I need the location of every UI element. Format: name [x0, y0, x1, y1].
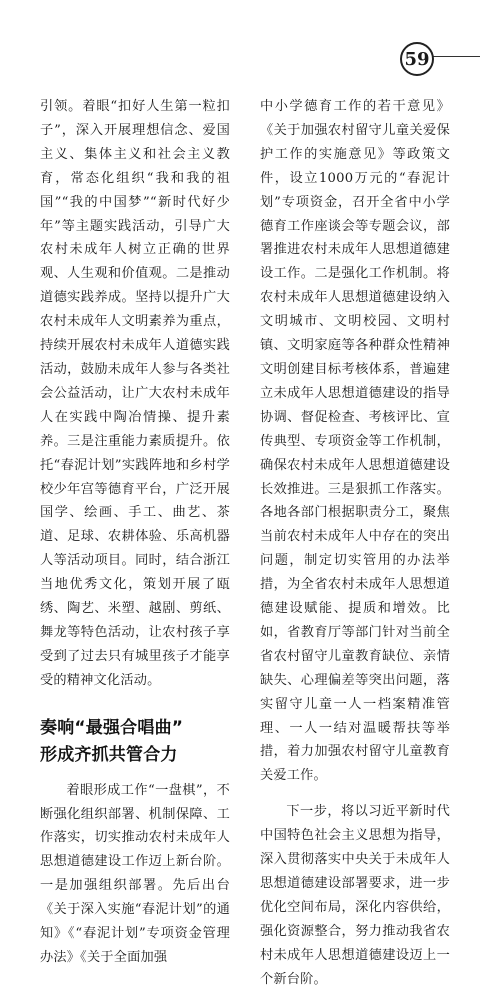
section-heading-line-1: 奏响“最强合唱曲” [40, 717, 184, 738]
left-paragraph-2: 着眼形成工作“一盘棋”，不断强化组织部署、机制保障、工作落实，切实推动农村未成年人思想道德建设工作迈上新台阶。一是加强组织部署。先后出台《关于深入实施“春泥计划”的通知》《“春泥计划”专项资金管理办法》《关于全面加强 [40, 782, 230, 965]
page-number-rule [432, 56, 480, 57]
left-column [40, 95, 230, 970]
right-column [260, 95, 450, 992]
right-paragraph-1: 中小学德育工作的若干意见》《关于加强农村留守儿童关爱保护工作的实施意见》等政策文件，设立1000万元的“春泥计划”专项资金，召开全省中小学德育工作座谈会等专题会议，部署推进农村未成年人思想道德建设工作。二是强化工作机制。将农村未成年人思想道德建设纳入文明城市、文明校园、文明村镇、文明家庭等各种群众性精神文明创建目标考核体系，普遍建立未成年人思想道德建设的指导协调、督促检查、考核评比、宣传典型、专项资金等工作机制，确保农村未成年人思想道德建设长效推进。三是狠抓工作落实。各地各部门根据职责分工，聚焦当前农村未成年人中存在的突出问题，制定切实管用的办法举措，为全省农村未成年人思想道德建设赋能、提质和增效。比如，省教育厅等部门针对当前全省农村留守儿童教育缺位、亲情缺失、心理偏差等突出问题，落实留守儿童一人一档案精准管理、一人一结对温暖帮扶等举措，着力加强农村留守儿童教育关爱工作。 [260, 99, 450, 784]
left-paragraph-1: 引领。着眼“扣好人生第一粒扣子”，深入开展理想信念、爱国主义、集体主义和社会主义教育，常态化组织“我和我的祖国”“我的中国梦”“新时代好少年”等主题实践活动，引导广大农村未成年人树立正确的世界观、人生观和价值观。二是推动道德实践养成。坚持以提升广大农村未成年人文明素养为重点，持续开展农村未成年人道德实践活动，鼓励未成年人参与各类社会公益活动，让广大农村未成年人在实践中陶冶情操、提升素养。三是注重能力素质提升。依托“春泥计划”实践阵地和乡村学校少年宫等德育平台，广泛开展国学、绘画、手工、曲艺、茶道、足球、农耕体验、乐高机器人等活动项目。同时，结合浙江当地优秀文化，策划开展了瓯绣、陶艺、米塑、越剧、剪纸、舞龙等特色活动，让农村孩子享受到了过去只有城里孩子才能享受的精神文化活动。 [40, 99, 230, 688]
page-number: 59 [400, 42, 434, 76]
right-paragraph-2: 下一步，将以习近平新时代中国特色社会主义思想为指导，深入贯彻落实中央关于未成年人思想道德建设部署要求，进一步优化空间布局，深化内容供给，强化资源整合，努力推动我省农村未成年人思想道德建设迈上一个新台阶。 [260, 804, 450, 987]
section-heading-line-2: 形成齐抓共管合力 [40, 744, 178, 765]
section-heading [40, 715, 230, 769]
